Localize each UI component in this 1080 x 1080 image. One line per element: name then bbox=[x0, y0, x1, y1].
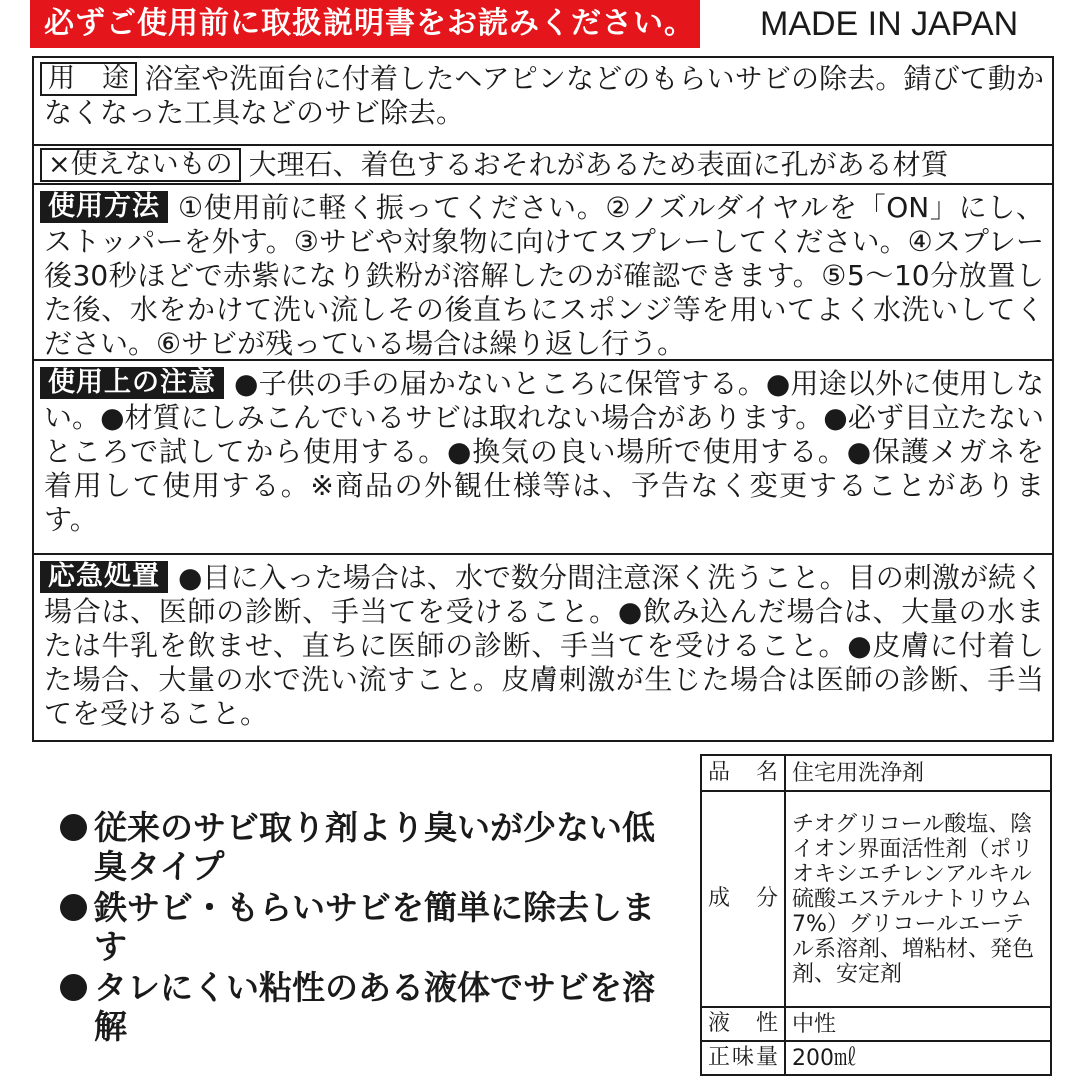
bullet-icon bbox=[60, 894, 87, 921]
spec-row-product-name bbox=[701, 755, 1051, 791]
spec-value: 住宅用洗浄剤 bbox=[785, 755, 1051, 791]
spec-row-net bbox=[701, 1041, 1051, 1075]
feature-item bbox=[60, 968, 660, 1046]
cautions-label: 使用上の注意 bbox=[40, 367, 224, 399]
how-to-use-label: 使用方法 bbox=[40, 191, 168, 223]
instructions-box bbox=[32, 56, 1054, 742]
feature-item bbox=[60, 888, 660, 966]
spec-key: 成分 bbox=[701, 791, 785, 1007]
bullet-icon bbox=[60, 814, 87, 841]
spec-value: チオグリコール酸塩、陰イオン界面活性剤（ポリオキシエチレンアルキル硫酸エステルナトリウム7%）グリコールエーテル系溶剤、増粘材、発色剤、安定剤 bbox=[785, 791, 1051, 1007]
not-usable-text: 大理石、着色するおそれがあるため表面に孔がある材質 bbox=[248, 148, 949, 181]
first-aid-text: ●目に入った場合は、水で数分間注意深く洗うこと。目の刺激が続く場合は、医師の診断、手当てを受けること。●飲み込んだ場合は、大量の水または牛乳を飲ませ、直ちに医師の診断、手当てを受けること。●皮膚に付着した場合、大量の水で洗い流すこと。皮膚刺激が生じた場合は医師の診断、手当てを受けること。 bbox=[44, 561, 1044, 730]
feature-item bbox=[60, 808, 660, 886]
feature-list bbox=[60, 808, 660, 1048]
spec-table bbox=[700, 754, 1052, 1076]
first-aid-section bbox=[34, 553, 1052, 740]
spec-value: 中性 bbox=[785, 1007, 1051, 1041]
cautions-text: ●子供の手の届かないところに保管する。●用途以外に使用しない。●材質にしみこんでいるサビは取れない場合があります。●必ず目立たないところで試してから使用する。●換気の良い場所で使用する。●保護メガネを着用して使用する。※商品の外観仕様等は、予告なく変更することがあります。 bbox=[44, 367, 1044, 536]
not-usable-label: ×使えないもの bbox=[40, 148, 241, 182]
spec-row-ingredients bbox=[701, 791, 1051, 1007]
usage-label: 用 途 bbox=[40, 62, 137, 96]
feature-text: タレにくい粘性のある液体でサビを溶解 bbox=[94, 968, 655, 1046]
bullet-icon bbox=[60, 974, 87, 1001]
spec-key: 正味量 bbox=[701, 1041, 785, 1075]
cautions-section bbox=[34, 359, 1052, 555]
first-aid-label: 応急処置 bbox=[40, 561, 168, 593]
feature-text: 鉄サビ・もらいサビを簡単に除去します bbox=[94, 888, 655, 966]
feature-text: 従来のサビ取り剤より臭いが少ない低臭タイプ bbox=[94, 808, 655, 886]
spec-key: 品名 bbox=[701, 755, 785, 791]
made-in-label: MADE IN JAPAN bbox=[760, 5, 1019, 43]
usage-section bbox=[34, 58, 1052, 146]
how-to-use-section bbox=[34, 183, 1052, 361]
how-to-use-text: ①使用前に軽く振ってください。②ノズルダイヤルを「ON」にし、ストッパーを外す。③サビや対象物に向けてスプレーしてください。④スプレー後30秒ほどで赤紫になり鉄粉が溶解したのが確認できます。⑤5～10分放置した後、水をかけて洗い流しその後直ちにスポンジ等を用いてよく水洗いしてください。⑥サビが残っている場合は繰り返し行う。 bbox=[44, 191, 1044, 360]
spec-value: 200㎖ bbox=[785, 1041, 1051, 1075]
spec-key: 液性 bbox=[701, 1007, 785, 1041]
not-usable-section bbox=[34, 144, 1052, 185]
usage-text: 浴室や洗面台に付着したヘアピンなどのもらいサビの除去。錆びて動かなくなった工具などのサビ除去。 bbox=[44, 62, 1044, 129]
spec-row-liquidity bbox=[701, 1007, 1051, 1041]
warning-banner: 必ずご使用前に取扱説明書をお読みください。 bbox=[30, 0, 700, 48]
